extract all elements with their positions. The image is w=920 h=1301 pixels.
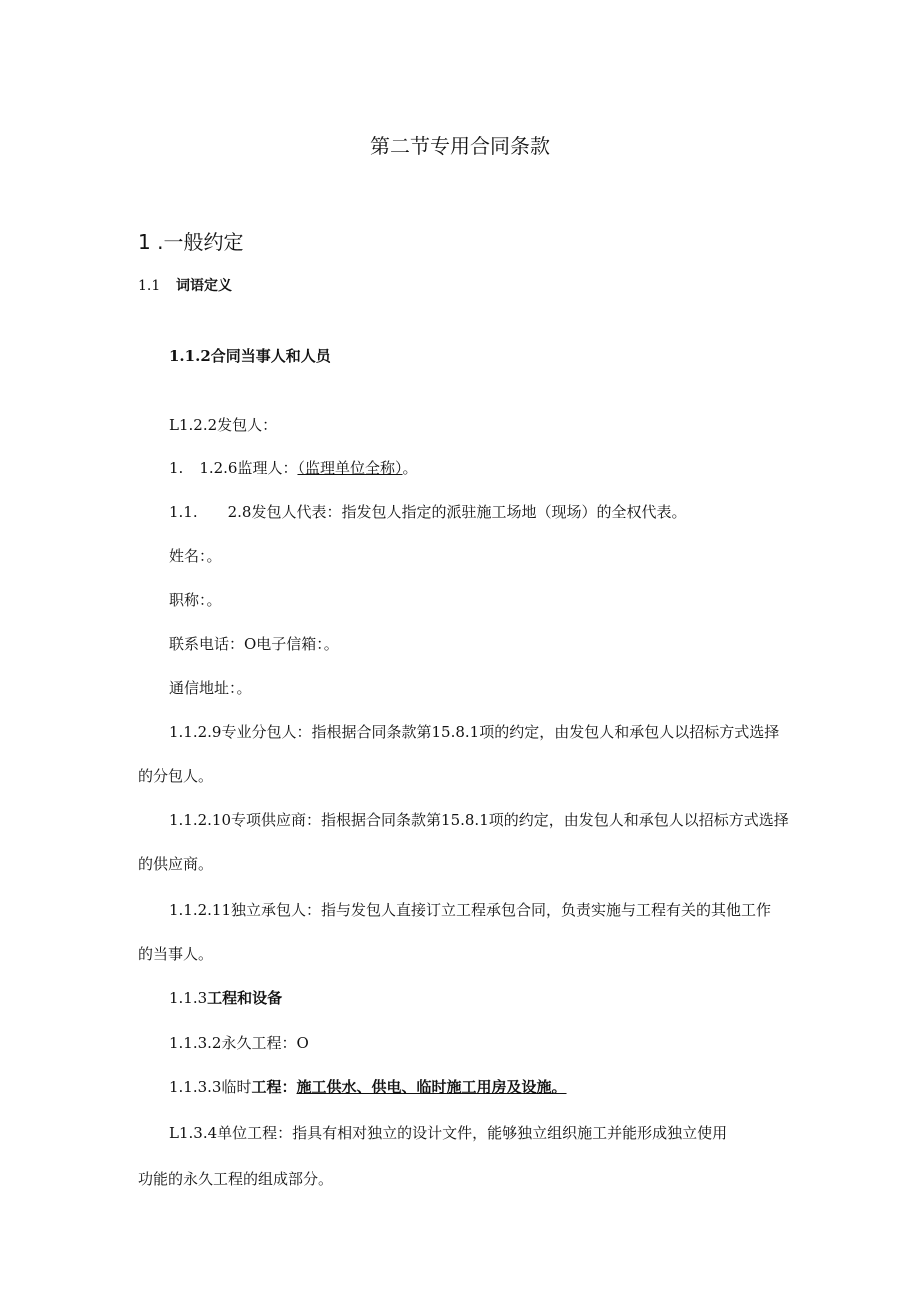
clause-heading: 工程和设备 <box>207 989 283 1007</box>
field-position: 职称：。 <box>169 591 222 609</box>
clause-1-1-2-6 <box>169 458 418 478</box>
clause-prefix: 1. <box>169 459 184 477</box>
clause-1-1-2: 1.1.2合同当事人和人员 <box>169 347 331 365</box>
clause-1-1-2-10-line1: 1.1.2.10专项供应商：指根据合同条款第15.8.1项的约定，由发包人和承包人以招标方式选择 <box>169 811 789 829</box>
clause-1-1-3-3 <box>169 1077 567 1097</box>
clause-1-1-2-8 <box>169 502 686 522</box>
page-title: 第二节专用合同条款 <box>370 134 550 158</box>
field-address: 通信地址：。 <box>169 679 252 697</box>
clause-1-1-2-11-line1: 1.1.2.11独立承包人：指与发包人直接订立工程承包合同，负责实施与工程有关的其他工作 <box>169 901 772 919</box>
field-name: 姓名：。 <box>169 547 222 565</box>
subsection-heading-definitions <box>138 276 232 296</box>
clause-1-1-2-9-line2: 的分包人。 <box>138 767 214 785</box>
clause-1-1-3-4-line1: L1.3.4单位工程：指具有相对独立的设计文件，能够独立组织施工并能形成独立使用 <box>169 1124 728 1142</box>
subsection-text: 词语定义 <box>176 278 232 294</box>
clause-1-1-2-11-line2: 的当事人。 <box>138 945 214 963</box>
subsection-number: 1.1 <box>138 278 161 294</box>
clause-label: 1.1.3.3临时 <box>169 1078 252 1096</box>
section-heading-general: 1 .一般约定 <box>138 230 244 254</box>
clause-text: 2.8发包人代表：指发包人指定的派驻施工场地（现场）的全权代表。 <box>227 503 687 521</box>
clause-1-1-3-4-line2: 功能的永久工程的组成部分。 <box>138 1170 334 1188</box>
clause-prefix: 1.1. <box>169 503 198 521</box>
clause-number: 1.1.3 <box>169 989 208 1007</box>
field-contact: 联系电话：O电子信箱：。 <box>169 635 339 653</box>
temporary-works-value: 施工供水、供电、临时施工用房及设施。 <box>296 1078 567 1096</box>
clause-label: 1.2.6监理人： <box>199 459 298 477</box>
supervisor-name-field: （监理单位全称） <box>297 459 403 477</box>
clause-1-1-3 <box>169 988 282 1008</box>
clause-1-1-3-2: 1.1.3.2永久工程：O <box>169 1034 309 1052</box>
clause-suffix: 。 <box>402 459 418 477</box>
clause-bold-label: 工程： <box>251 1078 297 1096</box>
clause-1-1-2-9-line1: 1.1.2.9专业分包人：指根据合同条款第15.8.1项的约定，由发包人和承包人以招标方式选择 <box>169 723 780 741</box>
clause-1-1-2-2: L1.2.2发包人： <box>169 416 278 434</box>
clause-1-1-2-10-line2: 的供应商。 <box>138 855 214 873</box>
